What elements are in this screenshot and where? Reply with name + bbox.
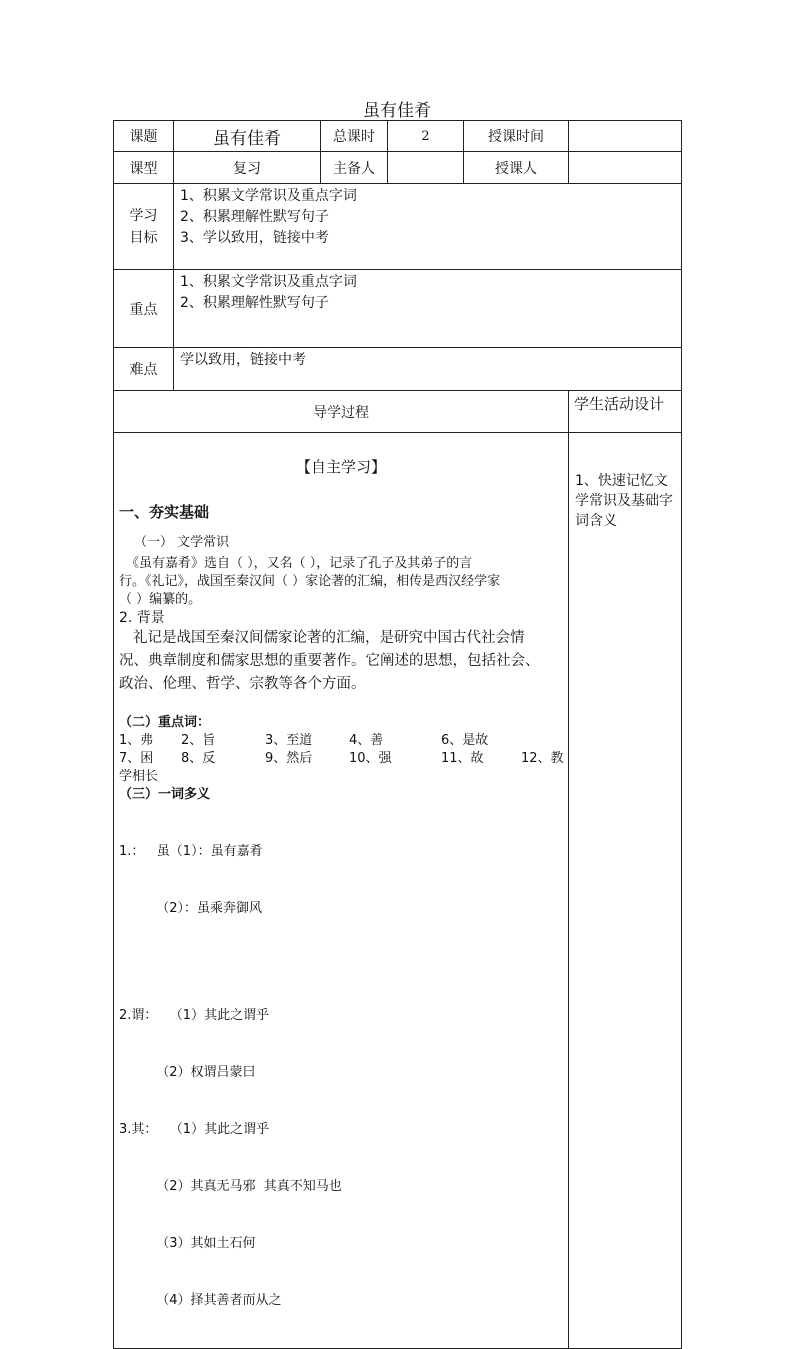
polysemy-subheading: （三）一词多义 xyxy=(119,787,211,802)
keypoint-item: 1、积累文学常识及重点字词 xyxy=(180,274,357,290)
polysemy-line: （4）择其善者而从之 xyxy=(119,1293,282,1308)
process-content xyxy=(114,433,569,1349)
goal-item: 3、学以致用，链接中考 xyxy=(180,230,329,246)
goals-label-line1: 学习 xyxy=(129,207,158,224)
time-label: 授课时间 xyxy=(464,121,569,152)
keywords-row-1 xyxy=(114,732,568,750)
difficulty-row xyxy=(114,348,682,391)
goal-item: 1、积累文学常识及重点字词 xyxy=(180,188,357,204)
polysemy-line: （2）：虽乘奔御风 xyxy=(119,901,262,916)
polysemy-line: 2.谓： （1）其此之谓乎 xyxy=(119,1008,270,1023)
keywords-subheading: （二）重点词： xyxy=(119,715,211,730)
goal-item: 2、积累理解性默写句子 xyxy=(180,209,329,225)
polysemy-line: （2）权谓吕蒙曰 xyxy=(119,1065,256,1080)
process-header-row xyxy=(114,391,682,433)
lit-subheading: （一） 文学常识 xyxy=(134,535,230,550)
keyword: 6、是故 xyxy=(441,733,489,748)
hours-label: 总课时 xyxy=(321,121,388,152)
keyword: 8、反 xyxy=(181,751,216,766)
lit-line: 行。《礼记》，战国至秦汉间（ ）家论著的汇编，相传是西汉经学家 xyxy=(119,574,501,589)
lead-label: 主备人 xyxy=(321,152,388,184)
time-value xyxy=(569,121,682,152)
lesson-plan-table xyxy=(113,120,682,1349)
polysemy-line: 1.： 虽（1）：虽有嘉肴 xyxy=(119,844,263,859)
keypoints-content xyxy=(174,270,682,348)
type-value: 复习 xyxy=(174,152,321,184)
keyword: 11、故 xyxy=(441,751,484,766)
keypoint-item: 2、积累理解性默写句子 xyxy=(180,295,329,311)
process-header: 导学过程 xyxy=(114,391,569,433)
goals-label-line2: 目标 xyxy=(129,229,158,246)
goals-content xyxy=(174,184,682,270)
keyword: 12、教 xyxy=(521,751,564,766)
type-label: 课型 xyxy=(114,152,174,184)
teacher-label: 授课人 xyxy=(464,152,569,184)
keyword: 7、困 xyxy=(119,751,154,766)
side-note: 1、快速记忆文学常识及基础字词含义 xyxy=(575,473,673,529)
polysemy-line: （3）其如土石何 xyxy=(119,1236,256,1251)
background-paragraph xyxy=(114,627,568,696)
background-subheading: 2. 背景 xyxy=(119,610,165,626)
keyword: 4、善 xyxy=(349,733,384,748)
polysemy-line xyxy=(119,956,563,968)
hours-value: 2 xyxy=(388,121,464,152)
section-title: 【自主学习】 xyxy=(295,458,386,476)
keyword: 9、然后 xyxy=(265,751,313,766)
polysemy-line: 3.其： （1）其此之谓乎 xyxy=(119,1122,270,1137)
lead-value xyxy=(388,152,464,184)
side-header: 学生活动设计 xyxy=(574,395,665,413)
side-header-cell xyxy=(569,391,682,433)
header-row-2 xyxy=(114,152,682,184)
difficulty-label: 难点 xyxy=(114,348,174,391)
bg-line: 礼记是战国至秦汉间儒家论著的汇编，是研究中国古代社会情 xyxy=(133,630,525,646)
lit-line: （ ）编纂的。 xyxy=(119,592,202,607)
header-row-1 xyxy=(114,121,682,152)
goals-label xyxy=(114,184,174,270)
keypoints-label: 重点 xyxy=(114,270,174,348)
goals-row xyxy=(114,184,682,270)
teacher-value xyxy=(569,152,682,184)
lit-line: 《虽有嘉肴》选自（ ），又名（ ），记录了孔子及其弟子的言 xyxy=(126,556,473,571)
bg-line: 政治、伦理、哲学、宗教等各个方面。 xyxy=(119,676,366,692)
keypoints-row xyxy=(114,270,682,348)
polysemy-line: （2）其真无马邪 其真不知马也 xyxy=(119,1179,342,1194)
keyword: 1、弗 xyxy=(119,733,154,748)
difficulty-text: 学以致用，链接中考 xyxy=(180,352,306,368)
part-one-heading: 一、夯实基础 xyxy=(119,503,210,521)
polysemy-list xyxy=(114,804,568,1348)
topic-label: 课题 xyxy=(114,121,174,152)
keyword: 2、旨 xyxy=(181,733,216,748)
document-title: 虽有佳肴 xyxy=(363,101,431,121)
keywords-row-2 xyxy=(114,750,568,768)
lit-paragraph xyxy=(114,555,568,609)
side-content xyxy=(569,433,682,1349)
bg-line: 况、典章制度和儒家思想的重要著作。它阐述的思想，包括社会、 xyxy=(119,653,540,669)
topic-value: 虽有佳肴 xyxy=(174,121,321,152)
keyword: 3、至道 xyxy=(265,733,313,748)
difficulty-content xyxy=(174,348,682,391)
keywords-row-2-continued: 学相长 xyxy=(119,769,159,784)
keyword: 10、强 xyxy=(349,751,392,766)
process-body-row xyxy=(114,433,682,1349)
